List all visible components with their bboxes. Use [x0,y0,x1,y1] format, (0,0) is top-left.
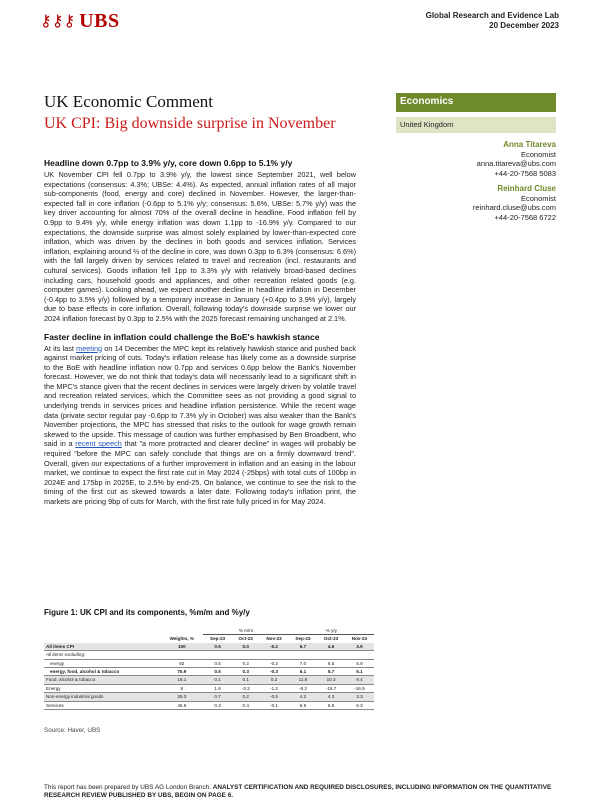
group-mm: % m/m [203,627,288,635]
cell: 0.2 [232,659,260,667]
cell: 0.4 [232,701,260,709]
cell: 6.5 [317,659,345,667]
sector-label: Economics [396,93,556,112]
table-group-header [44,627,374,635]
cell: -0.3 [259,668,288,676]
cell: -3.3 [232,684,260,692]
author-email[interactable]: anna.titareva@ubs.com [476,159,556,168]
figure-source: Source: Haver, UBS [44,727,101,734]
figure-title: Figure 1: UK CPI and its components, %m/m and %y/y [44,608,250,617]
section-heading: Headline down 0.7pp to 3.9% y/y, core down 0.6pp to 5.1% y/y [44,158,293,168]
table-row [44,643,374,651]
cell: 5.1 [345,668,374,676]
cell: 4.3 [317,693,345,701]
cell: 3.3 [345,693,374,701]
col-header: Sep-23 [295,636,311,642]
meeting-link[interactable]: meeting [76,343,103,353]
cell: 1.6 [203,684,232,692]
cell: 29.3 [160,693,203,701]
disclosure-footer [44,784,564,800]
cell: 92 [160,659,203,667]
cell: 6.9 [289,701,318,709]
col-header: Nov-23 [266,636,282,642]
cell: 5.7 [317,668,345,676]
col-header: Sep-23 [210,636,226,642]
footer-disclosure: ANALYST CERTIFICATION AND REQUIRED DISCLOSURES, INCLUDING INFORMATION ON THE QUANTITATIVE RESEARCH REVIEW PUBLISHED BY UBS, BEGIN ON PAGE 6. [44,784,552,799]
cell: 0.1 [232,676,260,684]
cpi-table-grid [44,627,374,710]
cell: 6.7 [289,643,318,651]
author-email[interactable]: reinhard.cluse@ubs.com [472,203,556,212]
table-row [44,693,374,701]
section-body: UK November CPI fell 0.7pp to 3.9% y/y, the lowest since September 2021, well below expectations (consensus: 4.3%; UBSe: 4.4%). As expected, annual inflation rates of all major sub-components (food, energy and core) declined in November. However, the larger-than-expected fall in core inflation (-0.6pp to 5.1% y/y; consensus: 5.6%, UBSe: 5.7% y/y) was the key driver accounting for almost 70% of the overall decline in headline. Food inflation fell by 0.9pp to 9.4% y/y, while energy inflation was down 1.1pp to -16.9% y/y. Compared to our expectations, the downside surprise was almost solely explained by lower-than-expected core inflation, which was driven by the declines in both goods and services inflation. Services inflation, explaining around ⅔ of the decline in core, was down 0.3pp to 6.3% (consensus: 6.6%) with the fall largely driven by services related to travel and recreation (incl. restaurants and cultural services). Goods inflation fell 1pp to 3.3% y/y with relatively broad-based declines including cars, household goods and appliances, and other recreation related goods (e.g. computer games). Looking ahead, we expect another decline in headline inflation in December (-0.4pp to 3.5% y/y) followed by a temporary increase in January (+0.4pp to 3.9% y/y), largely due to base effects in core inflation. Overall, following today's downside surprise we lower our 2024 inflation forecast by 0.3pp to 2.5% with the 2025 forecast remaining unchanged at 2.1%. [44,170,356,323]
cell: 10.3 [317,676,345,684]
cell: -0.2 [259,643,288,651]
table-row [44,651,374,659]
col-header: Oct-23 [323,636,339,642]
cell: 5.9 [345,659,374,667]
row-label: energy [44,659,160,667]
table-row [44,668,374,676]
table-row [44,676,374,684]
cell: 0.0 [232,643,260,651]
series-title: UK Economic Comment [44,92,214,111]
cell: 11.8 [289,676,318,684]
cell: -0.5 [259,693,288,701]
cell: -15.7 [317,684,345,692]
col-header: Weights, % [169,636,195,642]
row-label: All items CPI [44,643,160,651]
group-yy: % y/y [289,627,374,635]
section-body [44,344,356,507]
cell: 7.0 [289,659,318,667]
section-heading: Faster decline in inflation could challenge the BoE's hawkish stance [44,331,320,342]
cell: 9.4 [345,676,374,684]
author-list [473,140,556,228]
speech-link[interactable]: recent speech [75,439,122,449]
row-label: energy, food, alcohol & tobacco [44,668,160,676]
region-label: United Kingdom [396,117,556,133]
section-boe [44,332,356,507]
cell: 0.5 [203,659,232,667]
cell: -16.9 [345,684,374,692]
cell: 0.5 [203,643,232,651]
cell: 0.2 [259,676,288,684]
report-header [426,11,559,31]
keys-icon: ⚷⚷⚷ [40,12,76,30]
lab-name: Global Research and Evidence Lab [425,11,559,20]
cell: 4.2 [289,693,318,701]
cell: 8 [160,684,203,692]
cell: 6.1 [289,668,318,676]
cell: 0.1 [203,676,232,684]
cell: 0.3 [203,701,232,709]
cell: -0.2 [259,659,288,667]
row-label: Services [44,701,160,709]
table-row [44,684,374,692]
cell: 46.6 [160,701,203,709]
cell: 0.2 [232,693,260,701]
author-role: Economist [520,149,556,159]
body-text: At its last [44,343,77,353]
footer-lead: This report has been prepared by UBS AG London Branch. [44,784,211,791]
body-text: that "a more protracted and clearer decline" in wages will probably be required "before the MPC can safely conclude that things are on a firmly downward trend". Overall, given our expectations of a further improvement in inflation and an easing in the labour market, we continue to expect the first rate cut in May 2024 (-25bps) with total cuts of 100bp in 2024E and 175bp in 2025E, to 2.5% by end-25. On balance, we continue to see the risk to the timing of the first cut as skewed towards a later date. Following today's inflation print, the markets are pricing 9bp of cuts for March, with the first rate fully priced in for May 2024. [44,439,356,506]
cell: 0.7 [203,693,232,701]
main-content [44,158,356,515]
row-label: Non-energy industrial goods [44,693,160,701]
author-name: Reinhard Cluse [497,184,556,193]
cell: 0.5 [203,668,232,676]
cell: -1.2 [259,684,288,692]
report-date: 20 December 2023 [489,21,559,30]
table-header [44,635,374,643]
headline-title: UK CPI: Big downside surprise in November [44,115,336,132]
cell: 3.9 [345,643,374,651]
table-row [44,659,374,667]
ubs-logo [40,10,120,33]
cell: 4.6 [317,643,345,651]
author-card [473,184,556,222]
row-label: All items excluding: [44,651,160,659]
table-row [44,701,374,709]
author-role: Economist [520,193,556,203]
logo-text: UBS [79,10,120,32]
cell: 100 [160,643,203,651]
cpi-table [44,627,374,710]
row-label: Energy [44,684,160,692]
cell: -8.2 [289,684,318,692]
author-phone: +44-20-7568 5083 [494,168,556,178]
cell: 75.9 [160,668,203,676]
cell: 16.1 [160,676,203,684]
cell: -0.1 [259,701,288,709]
col-header: Oct-23 [238,636,253,642]
section-headline [44,158,356,324]
col-header: Nov-23 [351,636,368,642]
author-phone: +44-20-7568 6722 [494,212,556,222]
cell: 0.3 [232,668,260,676]
author-name: Anna Titareva [503,140,556,149]
row-label: Food, alcohol & tobacco [44,676,160,684]
cell: 6.6 [317,701,345,709]
author-card [473,140,556,178]
body-text: on 14 December the MPC kept its relatively hawkish stance and pushed back against market pricing of cuts. Today's inflation release has likely come as a downside surprise to the BoE with headline inflation now 0.7pp and services 0.6pp below the Bank's November forecast. However, we do not think that today's data will necessarily lead to a significant shift in the MPC's stance given that the recent declines in services were largely driven by volatile travel and recreation related services, which the Committee sees as not providing a good signal to underlying trends in services prices and headline inflation persistence. While the recent wage data (private sector regular pay -0.6pp to 7.3% y/y in October) was also weaker than the Bank's November projections, the MPC has stressed that risks to the outlook for wage growth remain skewed to the upside. This message of caution was further emphasised by Ben Broadbent, who said in a [44,343,356,449]
cell: 6.3 [345,701,374,709]
